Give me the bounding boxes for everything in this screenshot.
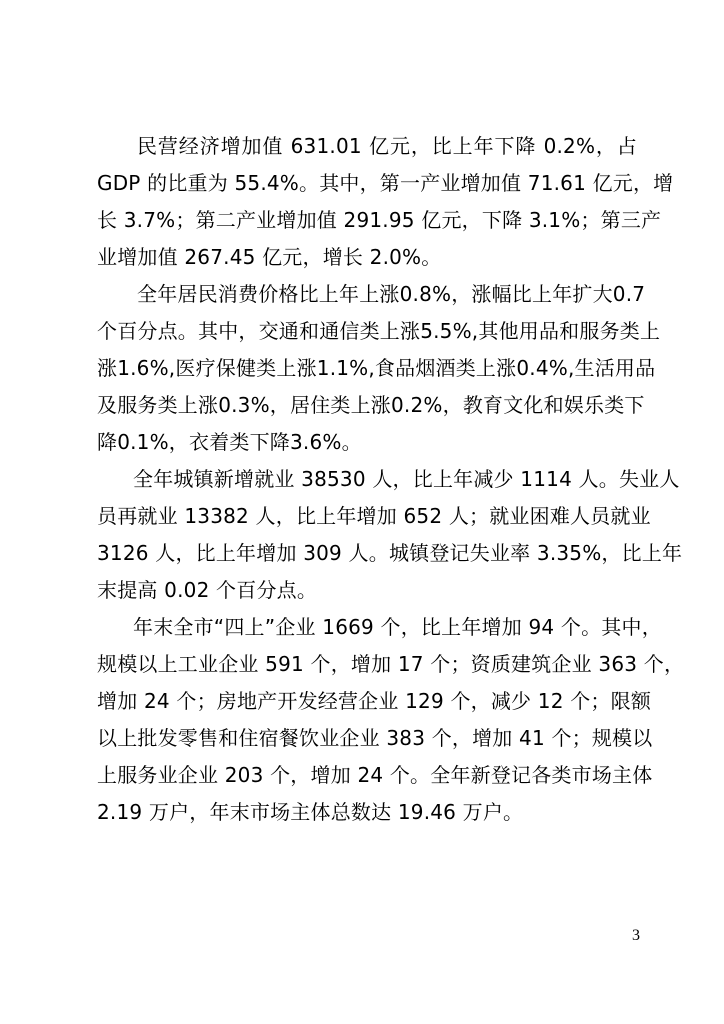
text-line: GDP 的比重为 55.4%。其中，第一产业增加值 71.61 亿元，增 xyxy=(97,171,674,195)
paragraph-private-economy xyxy=(97,128,674,276)
text-line: 涨1.6%,医疗保健类上涨1.1%,食品烟酒类上涨0.4%,生活用品 xyxy=(97,356,656,380)
text-line: 员再就业 13382 人，比上年增加 652 人；就业困难人员就业 xyxy=(97,504,651,528)
text-line: 末提高 0.02 个百分点。 xyxy=(97,578,318,602)
text-line: 上服务业企业 203 个，增加 24 个。全年新登记各类市场主体 xyxy=(97,763,653,787)
text-line: 业增加值 267.45 亿元，增长 2.0%。 xyxy=(97,245,442,269)
text-line: 3126 人，比上年增加 309 人。城镇登记失业率 3.35%，比上年 xyxy=(97,541,683,565)
text-line: 民营经济增加值 631.01 亿元，比上年下降 0.2%，占 xyxy=(137,134,637,158)
text-line: 降0.1%，衣着类下降3.6%。 xyxy=(97,430,362,454)
text-line: 长 3.7%；第二产业增加值 291.95 亿元，下降 3.1%；第三产 xyxy=(97,208,662,232)
text-line: 全年居民消费价格比上年上涨0.8%，涨幅比上年扩大0.7 xyxy=(137,282,646,306)
page-number: 3 xyxy=(632,927,640,944)
text-line: 年末全市“四上”企业 1669 个，比上年增加 94 个。其中， xyxy=(133,615,662,639)
paragraph-employment xyxy=(97,461,683,609)
paragraph-enterprises xyxy=(97,609,685,831)
text-line: 规模以上工业企业 591 个，增加 17 个；资质建筑企业 363 个， xyxy=(97,652,685,676)
text-line: 及服务类上涨0.3%，居住类上涨0.2%，教育文化和娱乐类下 xyxy=(97,393,645,417)
text-line: 个百分点。其中，交通和通信类上涨5.5%,其他用品和服务类上 xyxy=(97,319,661,343)
text-line: 2.19 万户，年末市场主体总数达 19.46 万户。 xyxy=(97,800,524,824)
text-line: 以上批发零售和住宿餐饮业企业 383 个，增加 41 个；规模以 xyxy=(97,726,653,750)
text-line: 增加 24 个；房地产开发经营企业 129 个，减少 12 个；限额 xyxy=(97,689,652,713)
text-line: 全年城镇新增就业 38530 人，比上年减少 1114 人。失业人 xyxy=(133,467,680,491)
document-body xyxy=(97,128,685,831)
paragraph-consumer-prices xyxy=(97,276,661,461)
